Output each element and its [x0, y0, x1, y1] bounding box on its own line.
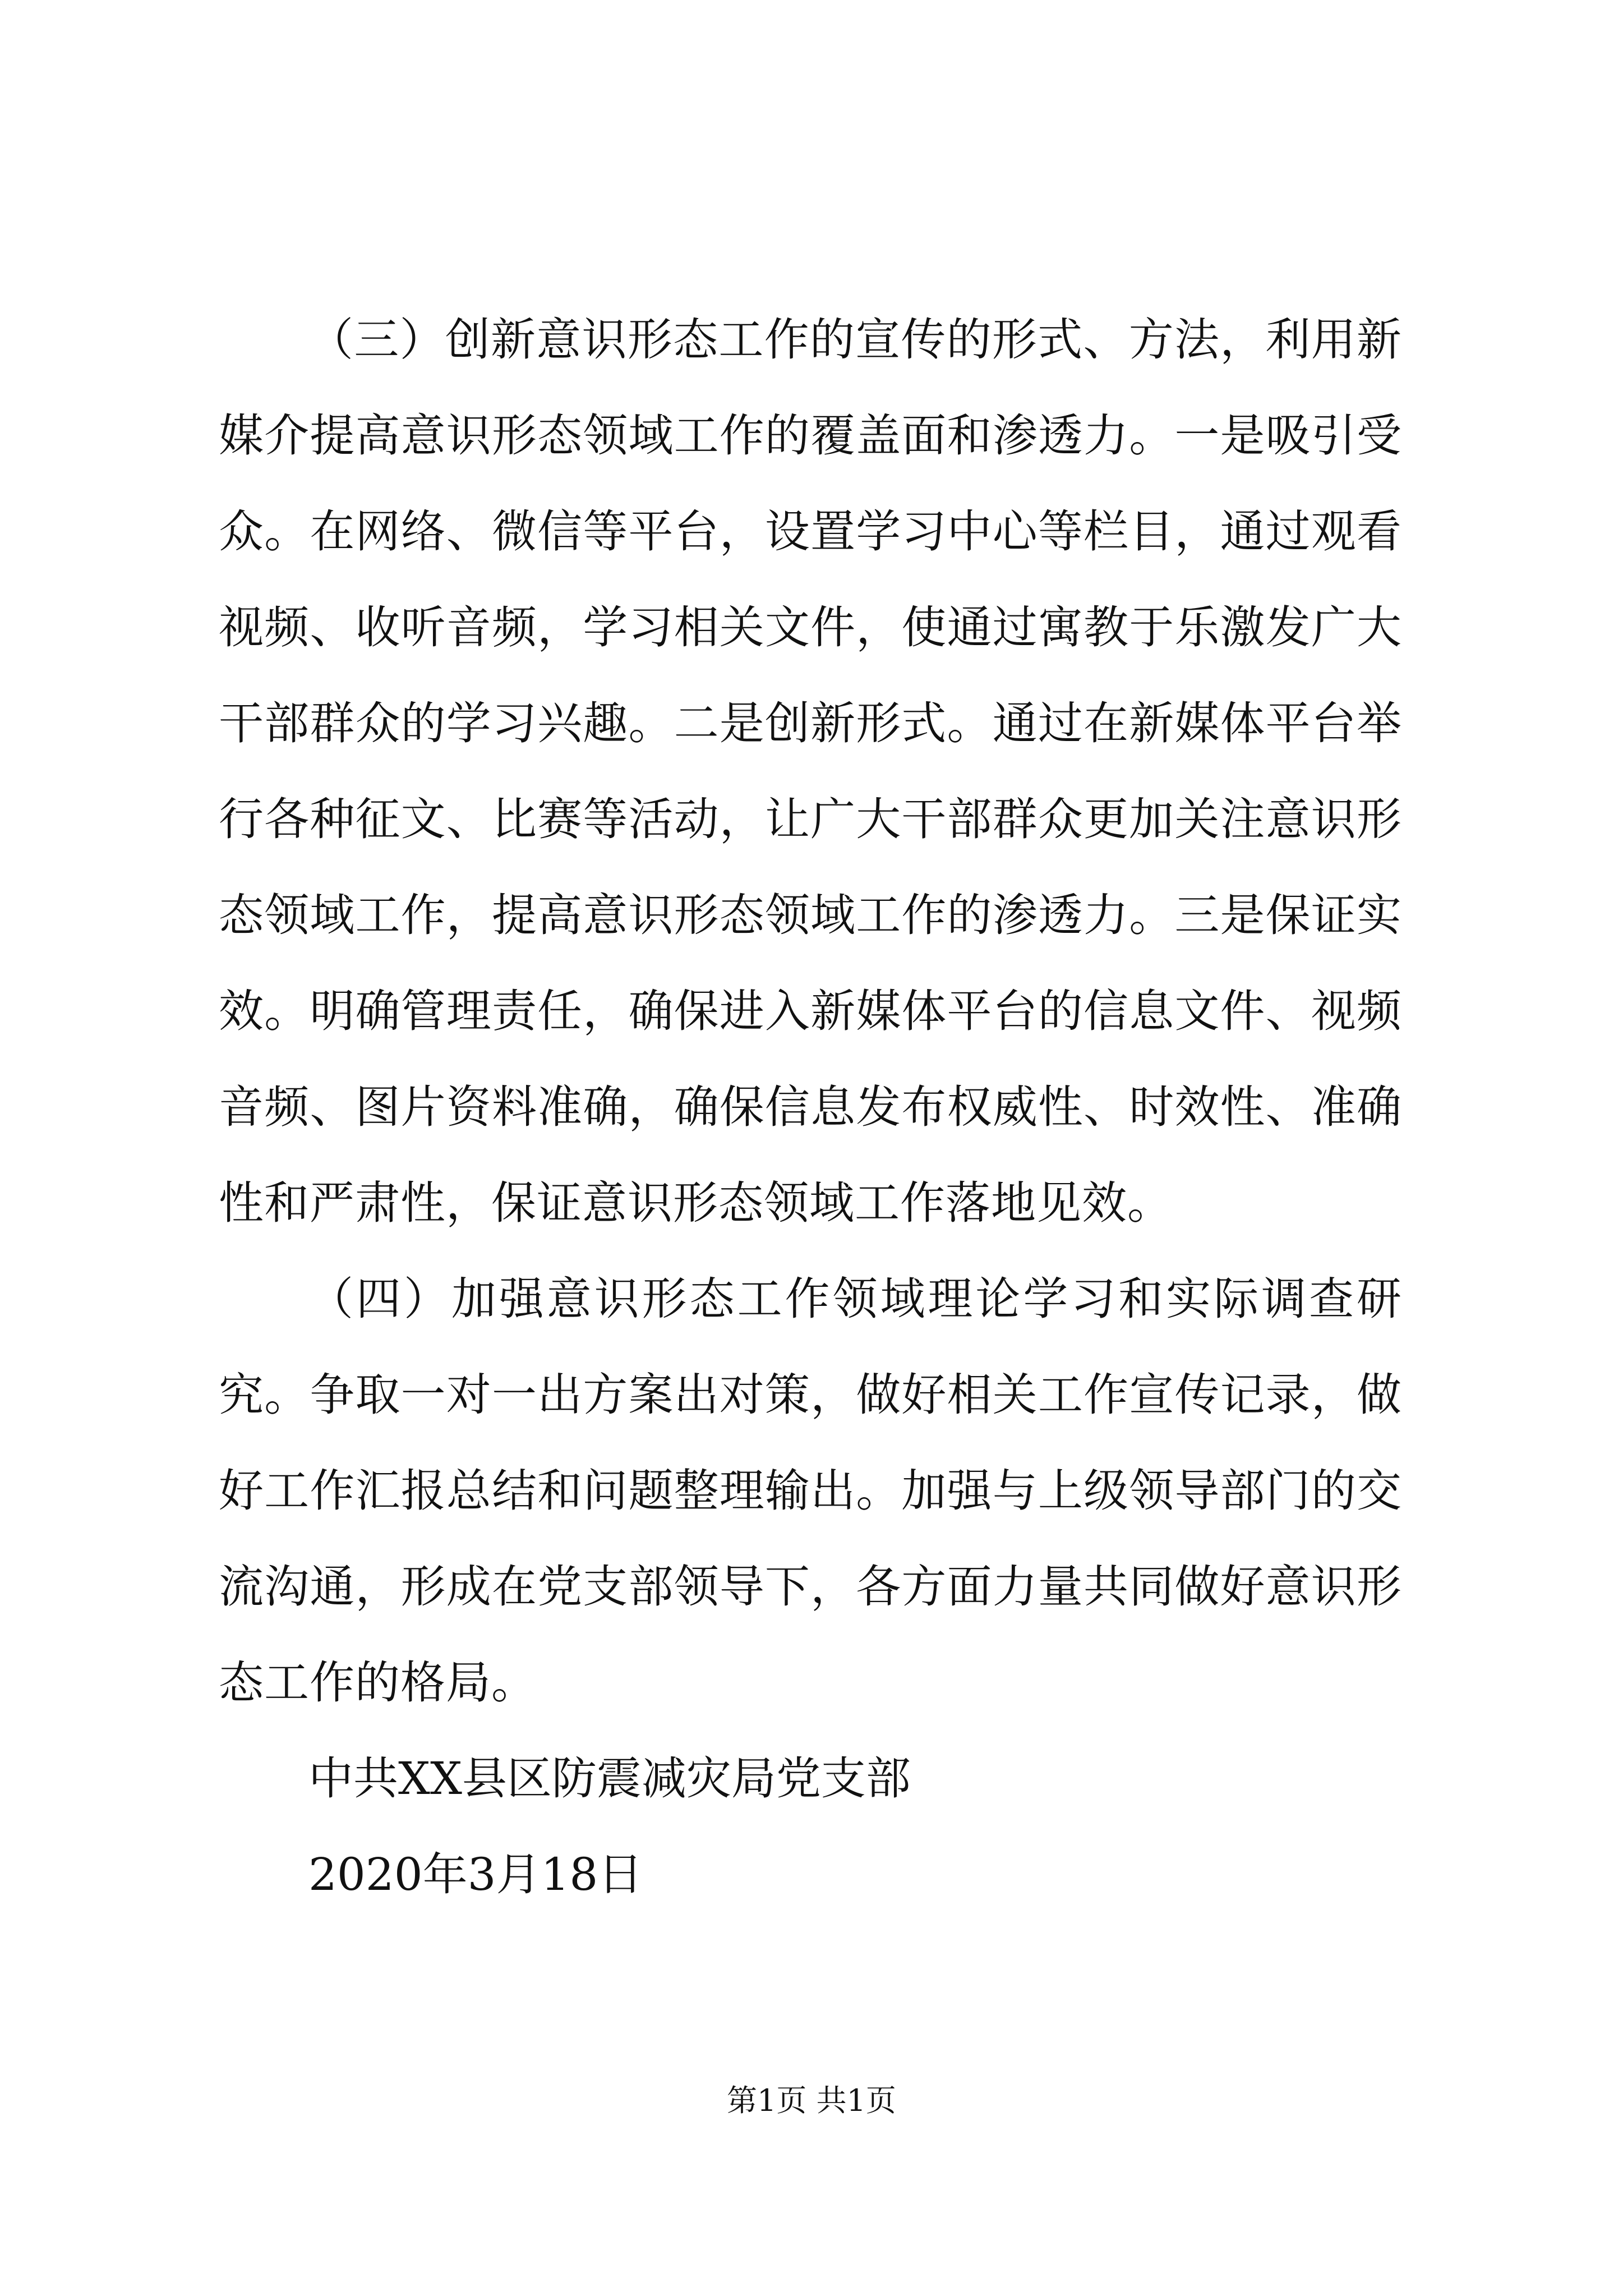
document-body [219, 292, 1402, 1922]
page-number-footer: 第1页 共1页 [727, 2083, 896, 2118]
signature-date: 2020年3月18日 [308, 1848, 643, 1901]
paragraph-section-three: （三）创新意识形态工作的宣传的形式、方法，利用新媒介提高意识形态领域工作的覆盖面和渗透力。一是吸引受众。在网络、微信等平台，设置学习中心等栏目，通过观看视频、收听音频，学习相关文件，使通过寓教于乐激发广大干部群众的学习兴趣。二是创新形式。通过在新媒体平台举行各种征文、比赛等活动，让广大干部群众更加关注意识形态领域工作，提高意识形态领域工作的渗透力。三是保证实效。明确管理责任，确保进入新媒体平台的信息文件、视频音频、图片资料准确，确保信息发布权威性、时效性、准确性和严肃性，保证意识形态领域工作落地见效。 [219, 314, 1402, 1229]
signature-organization: 中共XX县区防震减灾局党支部 [308, 1752, 911, 1805]
paragraph-section-four: （四）加强意识形态工作领域理论学习和实际调查研究。争取一对一出方案出对策，做好相关工作宣传记录，做好工作汇报总结和问题整理输出。加强与上级领导部门的交流沟通，形成在党支部领导下，各方面力量共同做好意识形态工作的格局。 [219, 1273, 1402, 1709]
